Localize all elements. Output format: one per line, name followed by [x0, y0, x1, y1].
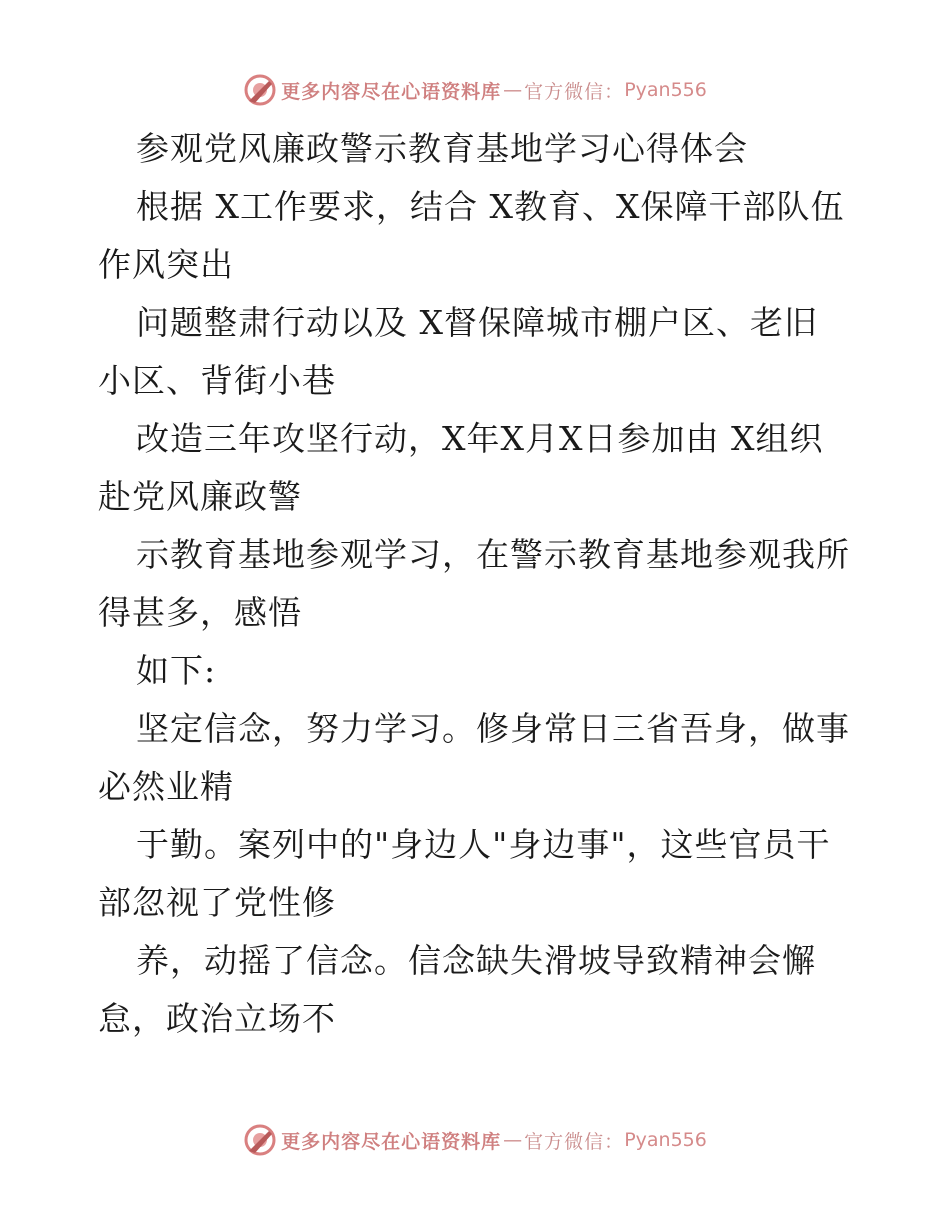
- quill-logo-icon: [243, 1123, 277, 1157]
- paragraph-line: 于勤。案列中的"身边人"身边事"，这些官员干: [136, 825, 831, 864]
- watermark-brand: 更多内容尽在心语资料库: [281, 80, 502, 103]
- paragraph-line: 根据 X工作要求，结合 X教育、X保障干部队伍: [136, 187, 845, 226]
- watermark-brand: 更多内容尽在心语资料库: [281, 1130, 502, 1153]
- paragraph-line: 怠，政治立场不: [98, 999, 336, 1038]
- watermark-wechat-label: 官方微信：: [524, 1130, 625, 1153]
- paragraph-line: 坚定信念，努力学习。修身常日三省吾身，做事: [136, 709, 850, 748]
- watermark-wechat-id: Pyan556: [624, 79, 707, 101]
- watermark-separator: —: [503, 79, 523, 101]
- watermark-wechat-id: Pyan556: [624, 1129, 707, 1151]
- document-title: 参观党风廉政警示教育基地学习心得体会: [136, 129, 748, 168]
- paragraph-line: 改造三年攻坚行动，X年X月X日参加由 X组织: [136, 419, 824, 458]
- paragraph-line: 示教育基地参观学习，在警示教育基地参观我所: [136, 535, 850, 574]
- watermark-separator: —: [503, 1129, 523, 1151]
- watermark-wechat-label: 官方微信：: [524, 80, 625, 103]
- quill-logo-icon: [243, 73, 277, 107]
- paragraph-line: 赴党风廉政警: [98, 477, 302, 516]
- paragraph-line: 作风突出: [98, 245, 234, 284]
- paragraph-line: 养，动摇了信念。信念缺失滑坡导致精神会懈: [136, 941, 816, 980]
- footer-watermark: [0, 1120, 950, 1160]
- paragraph-line: 问题整肃行动以及 X督保障城市棚户区、老旧: [136, 303, 818, 342]
- paragraph-line: 小区、背街小巷: [98, 361, 336, 400]
- paragraph-line: 如下:: [136, 651, 217, 690]
- paragraph-line: 部忽视了党性修: [98, 883, 336, 922]
- header-watermark: [0, 70, 950, 110]
- paragraph-line: 得甚多，感悟: [98, 593, 302, 632]
- document-body: [98, 120, 878, 1048]
- paragraph-line: 必然业精: [98, 767, 234, 806]
